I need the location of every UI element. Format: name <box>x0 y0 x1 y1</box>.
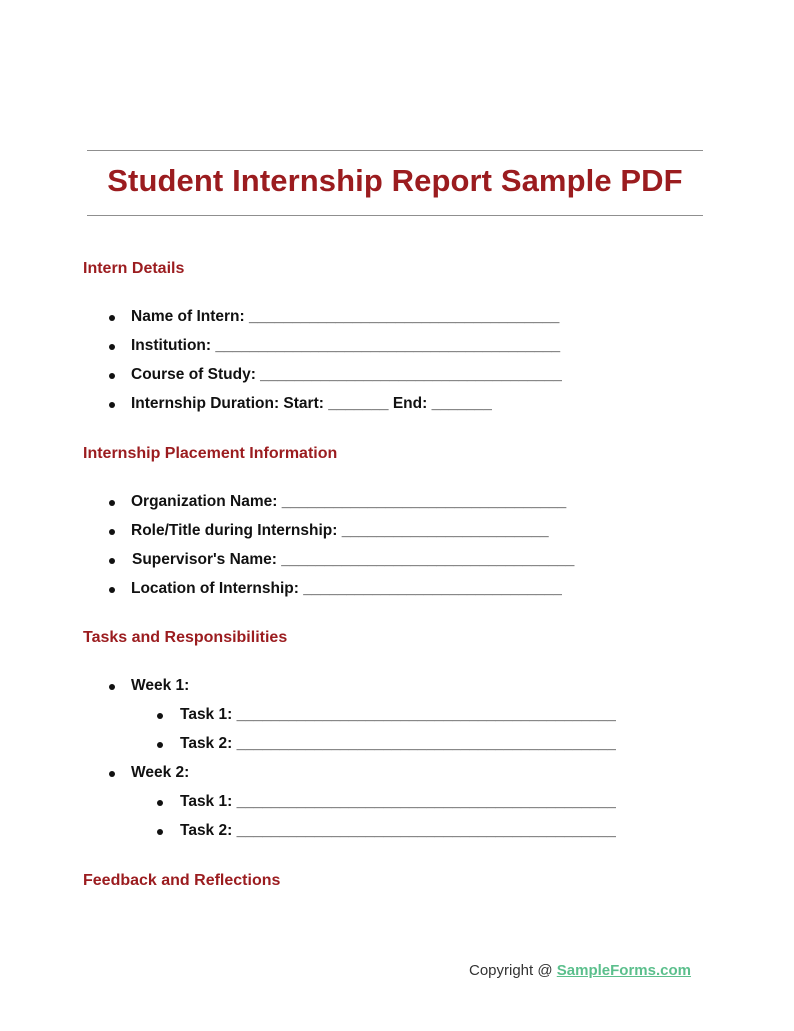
sampleforms-link[interactable]: SampleForms.com <box>556 962 691 979</box>
field-course-of-study: Course of Study: ___________________________________ <box>131 366 562 383</box>
field-week2-task1: Task 1: ____________________________________________ <box>180 793 616 810</box>
week-1-label: Week 1: <box>131 677 190 694</box>
list-bullet-icon <box>109 344 115 350</box>
week-2-label: Week 2: <box>131 764 190 781</box>
list-bullet-icon <box>157 713 163 719</box>
field-institution: Institution: ________________________________________ <box>131 337 561 354</box>
list-bullet-icon <box>157 800 163 806</box>
footer-copyright <box>469 962 691 979</box>
section-heading-placement-information: Internship Placement Information <box>83 445 338 462</box>
field-location-of-internship: Location of Internship: ______________________________ <box>131 580 562 597</box>
field-week1-task2: Task 2: ____________________________________________ <box>180 735 616 752</box>
list-bullet-icon <box>109 684 115 690</box>
field-organization-name: Organization Name: _________________________________ <box>131 493 567 510</box>
title-rule-bottom <box>87 215 703 216</box>
field-week1-task1: Task 1: ____________________________________________ <box>180 706 616 723</box>
list-bullet-icon <box>109 558 115 564</box>
title-rule-top <box>87 150 703 151</box>
section-heading-intern-details: Intern Details <box>83 260 185 277</box>
field-name-of-intern: Name of Intern: ____________________________________ <box>131 308 560 325</box>
list-bullet-icon <box>157 742 163 748</box>
copyright-text: Copyright @ <box>469 962 557 979</box>
list-bullet-icon <box>109 373 115 379</box>
list-bullet-icon <box>109 500 115 506</box>
list-bullet-icon <box>109 402 115 408</box>
page-title: Student Internship Report Sample PDF <box>107 163 683 198</box>
list-bullet-icon <box>109 529 115 535</box>
field-week2-task2: Task 2: ____________________________________________ <box>180 822 616 839</box>
list-bullet-icon <box>157 829 163 835</box>
list-bullet-icon <box>109 771 115 777</box>
field-role-title: Role/Title during Internship: ________________________ <box>131 522 549 539</box>
field-internship-duration: Internship Duration: Start: _______ End: _______ <box>131 395 492 412</box>
section-heading-tasks-responsibilities: Tasks and Responsibilities <box>83 629 288 646</box>
section-heading-feedback-reflections: Feedback and Reflections <box>83 872 281 889</box>
field-supervisor-name: Supervisor's Name: __________________________________ <box>132 551 575 568</box>
list-bullet-icon <box>109 587 115 593</box>
list-bullet-icon <box>109 315 115 321</box>
